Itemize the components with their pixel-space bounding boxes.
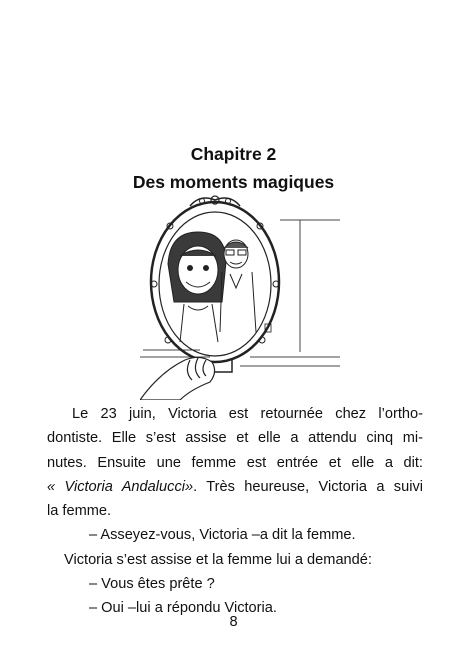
paragraph-1-line-4 (47, 475, 423, 499)
paragraph-2: Victoria s’est assise et la femme lui a demandé: (64, 551, 372, 568)
chapter-heading (0, 140, 467, 196)
paragraph-1-line-3: nutes. Ensuite une femme est entrée et elle a dit: (47, 454, 423, 471)
paragraph-1-line-2: dontiste. Elle s’est assise et elle a attendu cinq mi- (47, 430, 423, 447)
dialogue-line-3: – Oui –lui a répondu Victoria. (89, 600, 277, 617)
paragraph-1-line-5: la femme. (47, 503, 112, 520)
paragraph-1-line-1: Le 23 juin, Victoria est retournée chez l’ortho- (72, 406, 423, 422)
chapter-number: Chapitre 2 (190, 144, 277, 164)
hand-mirror-reflection-illustration (140, 192, 340, 400)
page-number: 8 (229, 614, 238, 630)
chapter-title: Des moments magiques (132, 172, 335, 192)
paragraph-1-line-4-rest: . Très heureuse, Victoria a suivi (193, 478, 423, 495)
dialogue-line-1: – Asseyez-vous, Victoria –a dit la femme. (89, 527, 356, 544)
body-text (47, 402, 423, 621)
dialogue-line-2: – Vous êtes prête ? (89, 576, 215, 593)
quoted-name: « Victoria Andalucci» (47, 478, 194, 495)
